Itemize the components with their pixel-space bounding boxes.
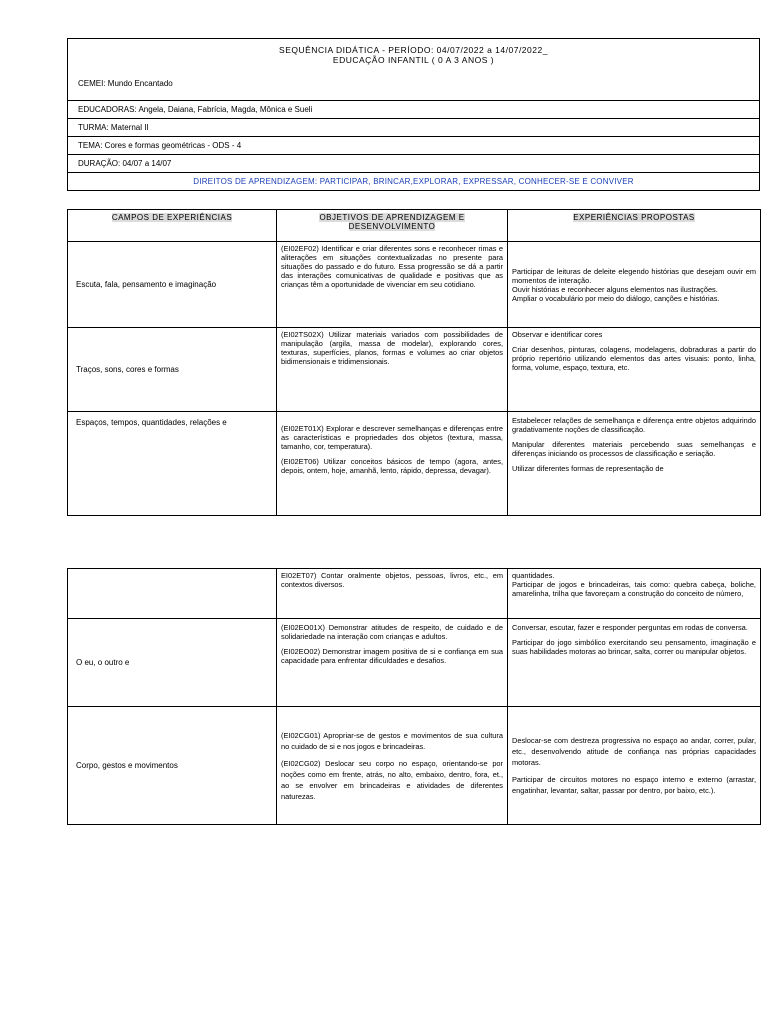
experiencia-text: Participar do jogo simbólico exercitando seu pensamento, imaginação e suas habilidades motoras ao brincar, salta, correr ou manipular objetos. — [512, 638, 756, 656]
experiencia-text: Deslocar-se com destreza progressiva no espaço ao andar, correr, pular, etc., desenvolvendo atitude de confiança nas próprias capacidades motoras. — [512, 736, 756, 767]
objetivo-text: (EI02CG01) Apropriar-se de gestos e movimentos de sua cultura no cuidado de si e nos jogos e brincadeiras. — [281, 730, 503, 751]
header-objetivos: OBJETIVOS DE APRENDIZAGEM E DESENVOLVIMENTO — [277, 210, 508, 242]
objetivos-cell — [277, 328, 508, 412]
table-row — [68, 328, 761, 412]
experiencia-text: Participar de leituras de deleite elegendo histórias que desejam ouvir em momentos de interação. — [512, 266, 756, 285]
document-title: SEQUÊNCIA DIDÁTICA - PERÍODO: 04/07/2022 a 14/07/2022_ — [279, 45, 548, 55]
objetivo-text: (EI02EO02) Demonstrar imagem positiva de si e confiança em sua capacidade para enfrentar dificuldades e desafios. — [281, 647, 503, 665]
experiencias-cell — [508, 569, 761, 619]
objetivos-cell — [277, 707, 508, 825]
experiencia-text: Ampliar o vocabulário por meio do diálogo, canções e histórias. — [512, 293, 720, 303]
campo-cell: Traços, sons, cores e formas — [68, 328, 277, 412]
objetivo-text: (EI02CG02) Deslocar seu corpo no espaço, orientando-se por noções como em frente, atrás, no alto, embaixo, dentro, fora, et., ao se envolver em brincadeiras e atividades de diferentes naturezas. — [281, 758, 503, 801]
experiencia-text: Participar de jogos e brincadeiras, tais como: quebra cabeça, boliche, amarelinha, trilha que favoreçam a construção do conceito de número, — [512, 580, 756, 598]
campo-cell — [68, 569, 277, 619]
table-row — [68, 569, 761, 619]
experiencia-text: Utilizar diferentes formas de representação de — [512, 464, 664, 473]
experiencias-cell — [508, 328, 761, 412]
turma-label: TURMA: Maternal II — [68, 119, 760, 137]
campo-cell: O eu, o outro e — [68, 619, 277, 707]
experiencia-text: Conversar, escutar, fazer e responder perguntas em rodas de conversa. — [512, 623, 748, 632]
objetivo-text: (EI02ET01X) Explorar e descrever semelhanças e diferenças entre as características e propriedades dos objetos (textura, massa, tamanho, cor, temperatura). — [281, 424, 503, 451]
table-row — [68, 707, 761, 825]
objetivos-cell — [277, 242, 508, 328]
experiencia-text: quantidades. — [512, 571, 555, 580]
experiencia-text: Manipular diferentes materiais percebendo suas semelhanças e diferenças iniciando os processos de classificação e seriação. — [512, 440, 756, 458]
educadoras-label: EDUCADORAS: Angela, Daiana, Fabrícia, Magda, Mônica e Sueli — [68, 101, 760, 119]
objetivo-text: (EI02EO01X) Demonstrar atitudes de respeito, de cuidado e de solidariedade na interação com crianças e adultos. — [281, 623, 503, 641]
table-row — [68, 619, 761, 707]
objetivo-text: (EI02ET06) Utilizar conceitos básicos de tempo (agora, antes, depois, ontem, hoje, amanhã, lento, rápido, depressa, devagar). — [281, 457, 503, 475]
experiencias-cell — [508, 619, 761, 707]
experiencia-text: Ouvir histórias e reconhecer alguns elementos nas ilustrações. — [512, 284, 718, 294]
experiencia-text: Criar desenhos, pinturas, colagens, modelagens, dobraduras a partir do próprio repertório utilizando elementos das artes visuais: ponto, linha, forma, volume, espaço, textura, etc. — [512, 345, 756, 372]
objetivos-cell — [277, 569, 508, 619]
experience-table-2 — [67, 568, 760, 825]
objetivo-text: EI02ET07) Contar oralmente objetos, pessoas, livros, etc., em contextos diversos. — [281, 571, 503, 589]
experiencias-cell — [508, 412, 761, 516]
duracao-label: DURAÇÃO: 04/07 a 14/07 — [68, 155, 760, 173]
title-cell — [68, 39, 760, 101]
table-row — [68, 412, 761, 516]
experiencia-text: Participar de circuitos motores no espaço interno e externo (arrastar, engatinhar, levantar, saltar, passar por dentro, por baixo, etc.). — [512, 775, 756, 795]
experiencia-text: Estabelecer relações de semelhança e diferença entre objetos adquirindo gradativamente noções de classificação. — [512, 416, 756, 434]
experience-table-1 — [67, 209, 760, 516]
experiencia-text: Observar e identificar cores — [512, 330, 603, 339]
objetivo-text: (EI02EF02) Identificar e criar diferentes sons e reconhecer rimas e aliterações em situações contextualizadas no presente para situações do passado e do futuro. Essa progressão se dá a partir das interações comunicativas de qualidade e positivas que as crianças têm a oportunidade de vivenciar em seu cotidiano. — [281, 244, 503, 289]
tema-label: TEMA: Cores e formas geométricas - ODS - 4 — [68, 137, 760, 155]
header-block — [67, 38, 760, 191]
objetivos-cell — [277, 619, 508, 707]
objetivos-cell — [277, 412, 508, 516]
campo-cell: Espaços, tempos, quantidades, relações e — [68, 412, 277, 516]
table-row — [68, 242, 761, 328]
header-experiencias: EXPERIÊNCIAS PROPOSTAS — [508, 210, 761, 242]
objetivo-text: (EI02TS02X) Utilizar materiais variados com possibilidades de manipulação (argila, massa de modelar), explorando cores, texturas, superfícies, planos, formas e volumes ao criar objetos bidimensionais e tridimensionais. — [281, 330, 503, 366]
direitos-label: DIREITOS DE APRENDIZAGEM: PARTICIPAR, BRINCAR,EXPLORAR, EXPRESSAR, CONHECER-SE E CONVIVER — [68, 173, 760, 191]
campo-cell: Escuta, fala, pensamento e imaginação — [68, 242, 277, 328]
campo-cell: Corpo, gestos e movimentos — [68, 707, 277, 825]
header-campos: CAMPOS DE EXPERIÊNCIAS — [68, 210, 277, 242]
experiencias-cell — [508, 707, 761, 825]
document-subtitle: EDUCAÇÃO INFANTIL ( 0 A 3 ANOS ) — [332, 55, 495, 65]
cemei-label: CEMEI: Mundo Encantado — [78, 79, 173, 88]
experiencias-cell — [508, 242, 761, 328]
